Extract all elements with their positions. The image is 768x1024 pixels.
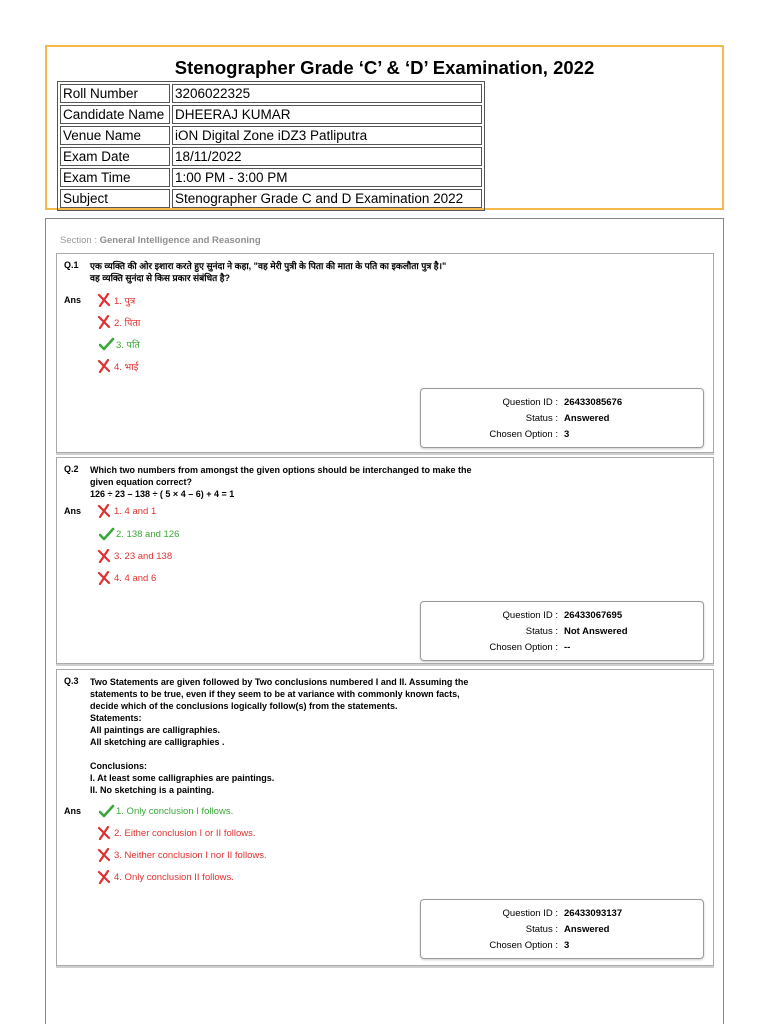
- question-meta-box: [420, 899, 704, 959]
- info-row-exam-date: [60, 147, 482, 166]
- meta-key: Question ID :: [502, 610, 558, 621]
- option-label: 1. पुत्र: [114, 295, 136, 307]
- meta-key: Status :: [525, 924, 558, 935]
- question-meta-box: [420, 601, 704, 661]
- option-item: [97, 826, 256, 840]
- question-text: Which two numbers from amongst the given options should be interchanged to make the given equation correct? 126 ÷ 23 – 138 ÷ ( 5 × 4 – 6) + 4 = 1: [90, 465, 472, 499]
- cross-icon: [97, 571, 113, 585]
- info-key: Exam Date: [60, 147, 170, 166]
- cross-icon: [97, 359, 113, 373]
- question-meta-box: [420, 388, 704, 448]
- meta-chosen-option: [421, 642, 703, 656]
- info-row-roll-number: [60, 84, 482, 103]
- info-row-exam-time: [60, 168, 482, 187]
- meta-value: 26433085676: [564, 397, 623, 408]
- info-key: Candidate Name: [60, 105, 170, 124]
- answer-label: Ans: [64, 806, 82, 816]
- meta-status: [421, 924, 703, 938]
- answer-label: Ans: [64, 506, 82, 516]
- option-item: [97, 870, 234, 884]
- option-item: [97, 504, 156, 518]
- meta-value: 3: [564, 940, 570, 951]
- meta-value: Answered: [564, 413, 610, 424]
- section-name: General Intelligence and Reasoning: [99, 235, 261, 246]
- meta-question-id: [421, 908, 703, 922]
- option-label: 2. Either conclusion I or II follows.: [114, 827, 256, 839]
- option-item-correct: [97, 337, 140, 351]
- question-text: एक व्यक्ति की ओर इशारा करते हुए सुनंदा ने कहा, "वह मेरी पुत्री के पिता की माता के पति का इकलौता पुत्र है।" वह व्यक्ति सुनंदा से किस प्रकार संबंधित है?: [90, 261, 447, 283]
- meta-value: Answered: [564, 924, 610, 935]
- cross-icon: [97, 870, 113, 884]
- info-value: 3206022325: [172, 84, 482, 103]
- info-value: 1:00 PM - 3:00 PM: [172, 168, 482, 187]
- info-value: iON Digital Zone iDZ3 Patliputra: [172, 126, 482, 145]
- meta-value: 26433093137: [564, 908, 623, 919]
- option-item: [97, 848, 267, 862]
- candidate-info-table: [57, 81, 485, 211]
- option-item: [97, 549, 172, 563]
- question-card: [56, 457, 714, 664]
- meta-key: Status :: [525, 626, 558, 637]
- meta-value: Not Answered: [564, 626, 628, 637]
- meta-question-id: [421, 610, 703, 624]
- option-item: [97, 359, 138, 373]
- checkmark-icon: [99, 804, 115, 818]
- option-label: 1. 4 and 1: [114, 505, 157, 517]
- info-key: Roll Number: [60, 84, 170, 103]
- section-label: Section :: [60, 235, 97, 246]
- info-row-subject: [60, 189, 482, 208]
- info-value: Stenographer Grade C and D Examination 2022: [172, 189, 482, 208]
- option-item: [97, 571, 156, 585]
- option-item-correct: [97, 804, 233, 818]
- cross-icon: [97, 293, 113, 307]
- meta-key: Question ID :: [502, 397, 558, 408]
- meta-status: [421, 626, 703, 640]
- cross-icon: [97, 848, 113, 862]
- info-row-candidate-name: [60, 105, 482, 124]
- option-label: 4. भाई: [114, 361, 139, 373]
- option-label: 4. Only conclusion II follows.: [114, 871, 234, 883]
- question-number: Q.1: [64, 260, 79, 270]
- meta-key: Chosen Option :: [489, 642, 558, 653]
- option-label: 4. 4 and 6: [114, 572, 157, 584]
- cross-icon: [97, 826, 113, 840]
- question-text: Two Statements are given followed by Two conclusions numbered I and II. Assuming the statements to be true, even if they seem to be at variance with commonly known facts, decide which of the conclusions logically follow(s) from the statements. Statements: All paintings are calligraphies. All sketching are calligraphies . Conclusions: I. At least some calligraphies are paintings. II. No sketching is a painting.: [90, 677, 469, 795]
- question-number: Q.3: [64, 676, 79, 686]
- meta-chosen-option: [421, 940, 703, 954]
- info-value: DHEERAJ KUMAR: [172, 105, 482, 124]
- option-item: [97, 293, 135, 307]
- option-item: [97, 315, 140, 329]
- question-number: Q.2: [64, 464, 79, 474]
- option-label: 3. 23 and 138: [114, 550, 173, 562]
- meta-key: Status :: [525, 413, 558, 424]
- option-label: 3. Neither conclusion I nor II follows.: [114, 849, 267, 861]
- question-card: [56, 253, 714, 453]
- checkmark-icon: [99, 337, 115, 351]
- info-value: 18/11/2022: [172, 147, 482, 166]
- question-card: [56, 669, 714, 966]
- exam-title: Stenographer Grade ‘C’ & ‘D’ Examination, 2022: [174, 57, 595, 78]
- meta-status: [421, 413, 703, 427]
- info-key: Subject: [60, 189, 170, 208]
- meta-key: Question ID :: [502, 908, 558, 919]
- option-label: 2. 138 and 126: [116, 528, 180, 540]
- response-sheet: [45, 218, 724, 1024]
- meta-value: 26433067695: [564, 610, 623, 621]
- answer-label: Ans: [64, 295, 82, 305]
- info-key: Exam Time: [60, 168, 170, 187]
- cross-icon: [97, 504, 113, 518]
- info-key: Venue Name: [60, 126, 170, 145]
- option-item-correct: [97, 527, 179, 541]
- cross-icon: [97, 549, 113, 563]
- info-row-venue-name: [60, 126, 482, 145]
- meta-question-id: [421, 397, 703, 411]
- cross-icon: [97, 315, 113, 329]
- option-label: 3. पति: [116, 339, 140, 351]
- meta-chosen-option: [421, 429, 703, 443]
- option-label: 1. Only conclusion I follows.: [116, 805, 234, 817]
- option-label: 2. पिता: [114, 317, 141, 329]
- meta-key: Chosen Option :: [489, 429, 558, 440]
- section-heading: [60, 235, 261, 246]
- meta-key: Chosen Option :: [489, 940, 558, 951]
- meta-value: --: [564, 642, 571, 653]
- meta-value: 3: [564, 429, 570, 440]
- exam-header: [45, 45, 724, 210]
- checkmark-icon: [99, 527, 115, 541]
